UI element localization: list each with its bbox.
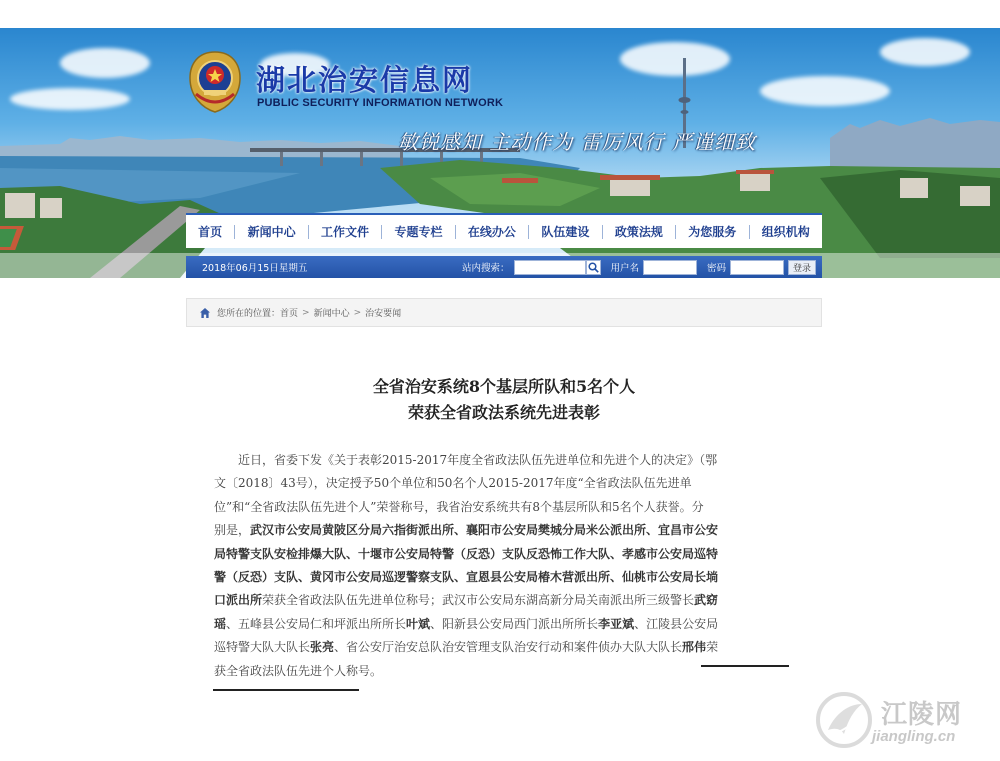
nav-item-news-center[interactable]: 新闻中心 (247, 225, 296, 239)
article-bold-text: 武汉市公安局黄陂区分局六指街派出所、襄阳市公安局樊城分局米公派出所、宜昌市公安 (250, 523, 719, 538)
breadcrumb-security-news[interactable]: 治安要闻 (365, 309, 402, 319)
article-title-line-2: 荣获全省政法系统先进表彰 (407, 403, 600, 422)
nav-divider (675, 225, 676, 239)
article-paragraph-line (214, 660, 794, 683)
breadcrumb-separator: > (302, 307, 310, 318)
article-text: 别是， (214, 523, 251, 538)
site-slogan: 敏锐感知 主动作为 雷厉风行 严谨细致 (398, 130, 757, 154)
article-text: 荣 (706, 640, 719, 655)
search-button[interactable] (586, 260, 601, 275)
article-paragraph-line (214, 636, 794, 659)
nav-divider (602, 225, 603, 239)
site-subtitle: PUBLIC SECURITY INFORMATION NETWORK (257, 97, 504, 109)
article-paragraph-line (214, 566, 794, 589)
article-text: 位”和“全省政法队伍先进个人”荣誉称号，我省治安系统共有8个基层所队和5名个人获誉。分 (214, 499, 704, 514)
article-bold-text: 瑶 (214, 616, 227, 631)
nav-item-work-documents[interactable]: 工作文件 (321, 225, 370, 239)
breadcrumb-news-center[interactable]: 新闻中心 (313, 309, 350, 319)
article-paragraph-line (214, 543, 794, 566)
article-bold-text: 叶斌 (406, 616, 431, 631)
username-label: 用户名 (610, 263, 640, 274)
article-text: 巡特警大队大队长 (214, 640, 311, 655)
article-bold-text: 警（反恐）支队、黄冈市公安局巡逻警察支队、宣恩县公安局椿木营派出所、仙桃市公安局长埫 (214, 569, 719, 584)
nav-divider (528, 225, 529, 239)
nav-item-team-building[interactable]: 队伍建设 (541, 225, 590, 239)
breadcrumb-prefix: 您所在的位置： (217, 309, 281, 319)
breadcrumb-home[interactable]: 首页 (280, 309, 299, 319)
article-paragraph-line (214, 589, 794, 612)
article-paragraph-line (214, 613, 794, 636)
article-text: 、阳新县公安局西门派出所所长 (430, 616, 599, 631)
breadcrumb (186, 298, 822, 327)
handwritten-underline (213, 689, 359, 691)
nav-divider (455, 225, 456, 239)
nav-divider (381, 225, 382, 239)
password-input[interactable] (730, 260, 784, 275)
nav-divider (749, 225, 750, 239)
site-title: 湖北治安信息网 (256, 63, 474, 97)
article-bold-text: 局特警支队安检排爆大队、十堰市公安局特警（反恐）支队反恐怖工作大队、孝感市公安局巡特 (214, 546, 719, 561)
utility-bar (186, 256, 822, 278)
nav-divider (234, 225, 235, 239)
article-text: 、省公安厅治安总队治安管理支队治安行动和案件侦办大队大队长 (334, 640, 683, 655)
article-text: 、五峰县公安局仁和坪派出所所长 (226, 616, 407, 631)
site-search-input[interactable] (514, 260, 586, 275)
login-button[interactable]: 登录 (788, 260, 816, 275)
nav-item-organization[interactable]: 组织机构 (761, 225, 810, 239)
watermark-url: jiangling.cn (872, 728, 956, 745)
article-bold-text: 邢伟 (682, 640, 707, 655)
police-emblem-logo (186, 50, 244, 114)
search-icon (588, 262, 599, 273)
main-nav (186, 213, 822, 248)
nav-item-special-topics[interactable]: 专题专栏 (394, 225, 443, 239)
article-text: 、江陵县公安局 (634, 616, 719, 631)
nav-item-policies[interactable]: 政策法规 (614, 225, 663, 239)
nav-item-home[interactable]: 首页 (198, 225, 223, 239)
article-paragraph-line (214, 496, 794, 519)
article-text: 近日，省委下发《关于表彰2015-2017年度全省政法队伍先进单位和先进个人的决定》（鄂 (214, 453, 718, 467)
article-bold-text: 武窈 (694, 593, 719, 608)
article-bold-text: 李亚斌 (598, 616, 635, 631)
username-input[interactable] (643, 260, 697, 275)
watermark-text: 江陵网 (881, 700, 963, 730)
article-bold-text: 口派出所 (214, 593, 263, 608)
article-body (214, 449, 794, 683)
current-date: 2018年06月15日星期五 (202, 263, 308, 274)
nav-item-online-office[interactable]: 在线办公 (467, 225, 516, 239)
nav-divider (308, 225, 309, 239)
home-icon (199, 307, 211, 319)
nav-item-services[interactable]: 为您服务 (688, 225, 737, 239)
article-text: 荣获全省政法队伍先进单位称号；武汉市公安局东湖高新分局关南派出所三级警长 (262, 593, 695, 608)
handwritten-underline (701, 665, 789, 667)
search-label: 站内搜索： (462, 263, 510, 274)
article-paragraph-line (214, 472, 794, 495)
article-bold-text: 张亮 (310, 640, 335, 655)
article-text: 获全省政法队伍先进个人称号。 (214, 663, 383, 678)
article-title-line-1: 全省治安系统8个基层所队和5名个人 (372, 377, 636, 396)
password-label: 密码 (707, 263, 727, 274)
article-paragraph-line (214, 449, 794, 472)
article-paragraph-line (214, 519, 794, 542)
jiangling-watermark-logo (814, 690, 874, 750)
breadcrumb-separator: > (353, 307, 362, 318)
article-text: 文〔2018〕43号），决定授予50个单位和50名个人2015-2017年度“全省政法队伍先进单 (214, 476, 692, 491)
